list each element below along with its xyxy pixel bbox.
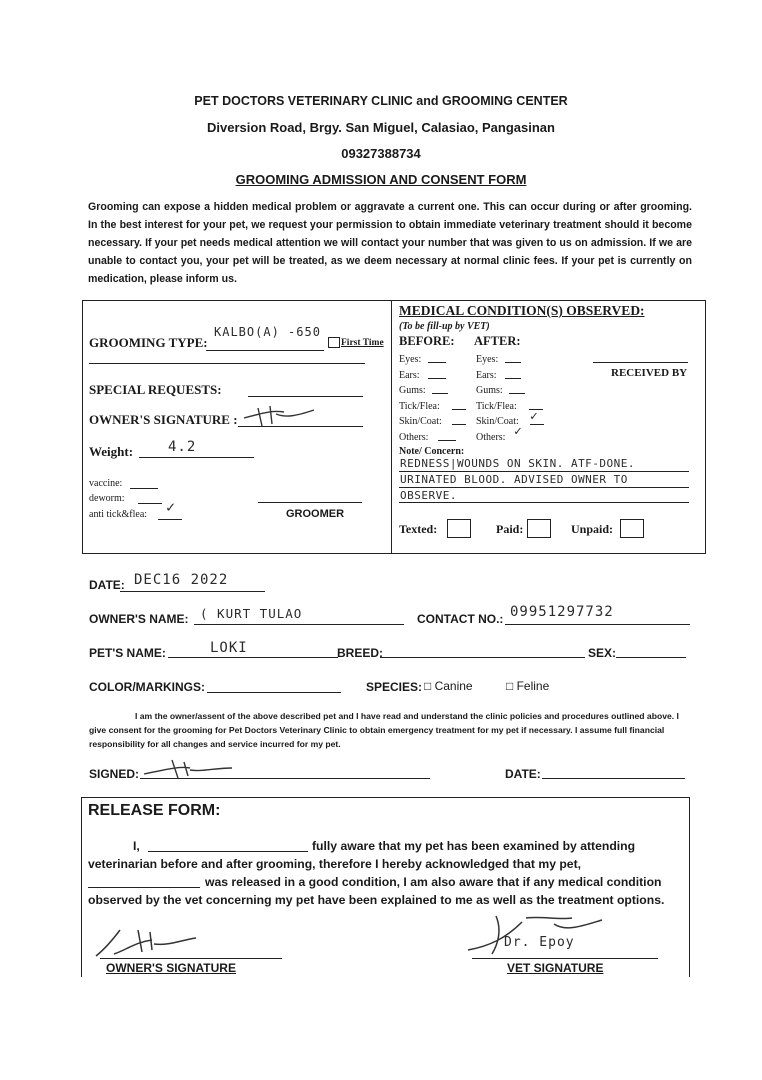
- vaccine-label: vaccine:: [89, 478, 123, 489]
- date-label: DATE:: [89, 578, 125, 592]
- note-rule: [399, 471, 689, 472]
- after-item: Ears:: [476, 369, 497, 381]
- clinic-phone: 09327388734: [341, 146, 421, 161]
- date-line: [120, 591, 265, 592]
- before-item: Tick/Flea:: [399, 400, 440, 412]
- others-after-check[interactable]: ✓: [514, 424, 523, 439]
- after-label: AFTER:: [474, 334, 521, 348]
- release-pet-line: [88, 887, 200, 888]
- note-rule: [399, 487, 689, 488]
- after-item: Eyes:: [476, 354, 499, 365]
- unpaid-checkbox[interactable]: [620, 519, 644, 538]
- grooming-type-label: GROOMING TYPE:: [89, 335, 208, 350]
- skin-coat-after-check[interactable]: ✓: [530, 409, 539, 424]
- before-line: [428, 378, 446, 379]
- after-line: [505, 362, 521, 363]
- received-by-line: [593, 362, 688, 363]
- vet-sig-label: VET SIGNATURE: [507, 961, 604, 975]
- before-line: [438, 440, 456, 441]
- before-item: Ears:: [399, 369, 420, 381]
- release-title: RELEASE FORM:: [88, 802, 221, 819]
- before-item: Others:: [399, 431, 429, 443]
- before-item: Gums:: [399, 385, 426, 397]
- intro-paragraph: Grooming can expose a hidden medical problem or aggravate a current one. This can occur during or after grooming. In the best interest for your pet, we request your permission to obtain immediate veterinary treatment should it become necessary. If your pet needs medical attention we will contact your number that was given to us on admission. If we are unable to contact you, your pet will be treated, as we deem necessary at normal clinic fees. If your pet is currently on medication, please inform us.: [88, 201, 692, 285]
- deworm-line: [138, 503, 162, 504]
- owner-sig-line: [100, 958, 282, 959]
- signed-label: SIGNED:: [89, 767, 140, 781]
- after-item: Gums:: [476, 385, 503, 397]
- species-label: SPECIES:: [366, 680, 423, 694]
- anti-tick-check[interactable]: ✓: [166, 498, 177, 516]
- before-line: [428, 362, 446, 363]
- form-title: GROOMING ADMISSION AND CONSENT FORM: [235, 172, 527, 187]
- texted-label: Texted:: [399, 522, 438, 536]
- before-line: [452, 409, 466, 410]
- signed-signature-scribble: [142, 756, 237, 782]
- after-line: [509, 393, 525, 394]
- consent-text: I am the owner/assent of the above described pet and I have read and understand the clinic policies and procedures outlined above. I give consent for the grooming for Pet Doctors Veterinary Clinic to obtain emergency treatment for my pet if necessary. I assume full financial responsibility for all changes and service incurred for my pet.: [89, 711, 679, 749]
- release-name-line: [148, 851, 308, 852]
- groomer-line: [258, 502, 362, 503]
- vet-signature-name: Dr. Epoy: [504, 935, 575, 950]
- medical-title: MEDICAL CONDITION(S) OBSERVED:: [399, 303, 645, 318]
- owner-name-value[interactable]: ( KURT TULAO: [200, 606, 303, 621]
- after-item: Others:: [476, 431, 506, 443]
- deworm-label: deworm:: [89, 493, 125, 504]
- after-list: [476, 352, 519, 446]
- before-item: Skin/Coat:: [399, 416, 442, 428]
- after-item: Tick/Flea:: [476, 400, 517, 412]
- breed-line: [380, 657, 585, 658]
- canine-option[interactable]: □ Canine: [424, 679, 473, 693]
- after-line: [530, 424, 544, 425]
- after-item: Skin/Coat:: [476, 416, 519, 428]
- clinic-name: PET DOCTORS VETERINARY CLINIC and GROOMING CENTER: [194, 94, 568, 108]
- vet-sig-line: [472, 958, 658, 959]
- unpaid-label: Unpaid:: [571, 522, 614, 536]
- color-markings-line: [207, 692, 341, 693]
- owner-sig-label: OWNER'S SIGNATURE: [106, 961, 236, 975]
- grooming-type-line-2: [89, 363, 365, 364]
- vaccine-line: [130, 488, 158, 489]
- owner-name-line: [194, 624, 404, 625]
- release-line-1: fully aware that my pet has been examined by attending: [312, 839, 636, 853]
- breed-label: BREED:: [337, 646, 384, 660]
- first-time-checkbox[interactable]: [328, 337, 340, 348]
- feline-option[interactable]: □ Feline: [506, 679, 550, 693]
- weight-line: [139, 457, 254, 458]
- sex-line: [616, 657, 686, 658]
- paid-checkbox[interactable]: [527, 519, 551, 538]
- weight-value[interactable]: 4.2: [168, 439, 197, 455]
- weight-label: Weight:: [89, 444, 134, 459]
- groomer-label: GROOMER: [286, 508, 345, 520]
- release-line-3: was released in a good condition, I am also aware that if any medical condition: [205, 875, 662, 889]
- received-by-label: RECEIVED BY: [611, 367, 688, 379]
- before-label: BEFORE:: [399, 334, 455, 348]
- owner-signature-scribble: [240, 404, 320, 430]
- sex-label: SEX:: [588, 646, 617, 660]
- anti-tick-label: anti tick&flea:: [89, 509, 148, 520]
- texted-checkbox[interactable]: [447, 519, 471, 538]
- before-line: [452, 424, 466, 425]
- anti-tick-line: [158, 519, 182, 520]
- clinic-address: Diversion Road, Brgy. San Miguel, Calasiao, Pangasinan: [207, 120, 555, 135]
- before-item: Eyes:: [399, 354, 422, 365]
- contact-line: [505, 624, 690, 625]
- color-markings-label: COLOR/MARKINGS:: [89, 680, 205, 694]
- special-requests-label: SPECIAL REQUESTS:: [89, 382, 222, 397]
- medical-subtitle: (To be fill-up by VET): [399, 321, 490, 332]
- release-line-2: veterinarian before and after grooming, therefore I hereby acknowledged that my pet,: [88, 857, 582, 871]
- paid-label: Paid:: [496, 522, 524, 536]
- note-label: Note/ Concern:: [399, 446, 465, 457]
- consent-date-label: DATE:: [505, 767, 541, 781]
- consent-date-line: [542, 778, 685, 779]
- before-list: [399, 352, 442, 446]
- release-line-4: observed by the vet concerning my pet have been explained to me as well as the treatment options.: [88, 893, 665, 907]
- special-requests-line: [248, 396, 363, 397]
- grooming-type-value[interactable]: KALBO(A) -650: [214, 325, 321, 339]
- pet-name-line: [168, 657, 338, 658]
- after-line: [505, 378, 521, 379]
- note-line-2[interactable]: URINATED BLOOD. ADVISED OWNER TO: [400, 473, 628, 486]
- contact-label: CONTACT NO.:: [417, 612, 504, 626]
- owner-name-label: OWNER'S NAME:: [89, 612, 189, 626]
- contact-value[interactable]: 09951297732: [510, 604, 614, 620]
- owner-signature-label: OWNER'S SIGNATURE :: [89, 412, 238, 427]
- date-value[interactable]: DEC16 2022: [134, 572, 229, 588]
- release-i: I,: [133, 839, 140, 853]
- box-divider: [391, 300, 392, 554]
- grooming-type-line: [206, 350, 324, 351]
- pet-name-value[interactable]: LOKI: [210, 640, 248, 656]
- note-rule: [399, 502, 689, 503]
- first-time-label: First Time: [341, 338, 384, 348]
- note-line-1[interactable]: REDNESS|WOUNDS ON SKIN. ATF-DONE.: [400, 457, 636, 470]
- note-line-3[interactable]: OBSERVE.: [400, 489, 457, 502]
- before-line: [432, 393, 448, 394]
- pet-name-label: PET'S NAME:: [89, 646, 166, 660]
